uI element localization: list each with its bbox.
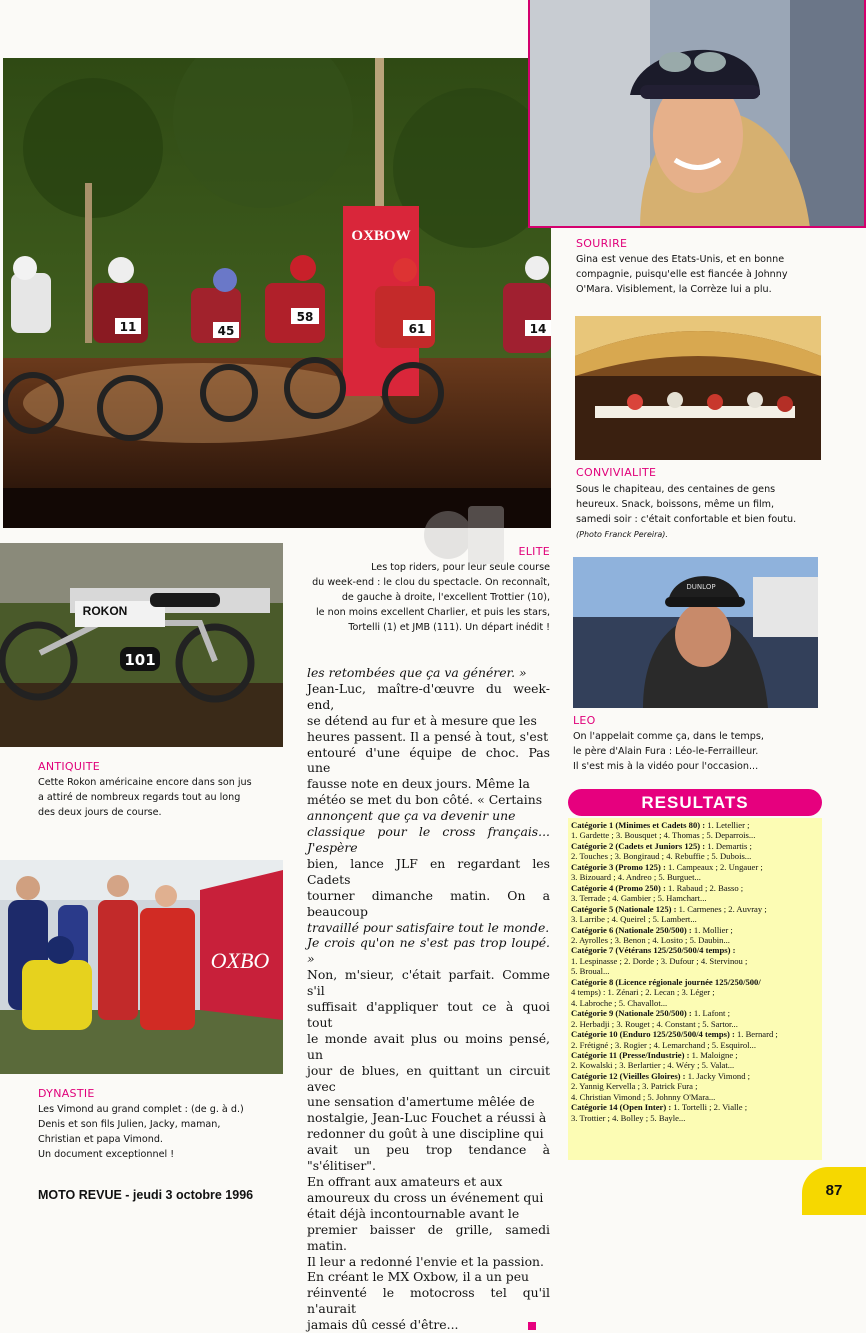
category-results: 2. Kowalski ; 3. Berlartier ; 4. Wéry ; 5. Valat... (571, 1060, 735, 1071)
leo-scene (573, 557, 818, 708)
body-line: nostalgie, Jean-Luc Fouchet a réussi à (307, 1110, 547, 1126)
caption-title-sourire: SOURIRE (576, 237, 628, 250)
category-results: 3. Trottier ; 4. Bolley ; 5. Bayle... (571, 1112, 686, 1123)
result-category (571, 1102, 819, 1123)
caption-line: Tortelli (1) et JMB (111). Un départ inédit ! (348, 622, 550, 633)
category-results: 1. Gardette ; 3. Bousquet ; 4. Thomas ; 5. Deparrois... (571, 830, 756, 841)
category-results: 1. Letellier ; (705, 820, 750, 830)
caption-line: Il s'est mis à la vidéo pour l'occasion... (573, 761, 759, 772)
caption-line: le père d'Alain Fura : Léo-le-Ferrailleur. (573, 746, 759, 757)
family-scene (0, 860, 283, 1074)
rokon-number-text: 101 (124, 651, 156, 669)
caption-line: heureux. Snack, boissons, même un film, (576, 499, 775, 510)
caption-line: le non moins excellent Charlier, et puis les stars, (316, 607, 550, 618)
caption-line: Gina est venue des Etats-Unis, et en bonne (576, 254, 785, 265)
body-line: suffisait d'appliquer tout ce à quoi tout (307, 999, 550, 1030)
photo-rokon-bike (0, 543, 283, 747)
body-line: avait un peu trop tendance à "s'élitiser". (307, 1142, 550, 1174)
bike-number: 11 (119, 320, 137, 334)
category-results: 3. Larribe ; 4. Queirel ; 5. Lambert... (571, 914, 697, 925)
category-name: Catégorie 11 (Presse/Industrie) : (571, 1049, 690, 1060)
result-category (571, 841, 819, 862)
category-results: 2. Ayrolles ; 3. Benon ; 4. Losito ; 5. Daubin... (571, 934, 730, 945)
caption-dynastie (38, 1102, 288, 1162)
caption-line: compagnie, puisqu'elle est fiancée à Johnny (576, 269, 788, 280)
photo-leo (573, 557, 818, 708)
body-line: se détend au fur et à mesure que les (307, 712, 537, 728)
category-name: Catégorie 6 (Nationale 250/500) : (571, 924, 692, 935)
body-line: fausse note en deux jours. Même la (307, 776, 530, 792)
category-results: 1. Maloigne ; (689, 1049, 738, 1060)
result-category (571, 1029, 819, 1050)
category-results: 1. Lespinasse ; 2. Dorde ; 3. Dufour ; 4. Stervinou ; (571, 955, 748, 966)
category-name: Catégorie 4 (Promo 250) : (571, 882, 666, 893)
category-results: 1. Mollier ; (691, 924, 733, 935)
article-body (307, 665, 550, 1333)
category-results: 2. Touches ; 3. Bongiraud ; 4. Rebuffie ; 5. Dubois... (571, 851, 752, 862)
motocross-scene (3, 58, 551, 528)
category-results: 2. Frétigné ; 3. Rogier ; 4. Lemarchand ; 5. Esquirol... (571, 1039, 756, 1050)
caption-line: de gauche à droite, l'excellent Trottier (10), (341, 592, 550, 603)
body-line: Non, m'sieur, c'était parfait. Comme s'il (307, 967, 550, 999)
result-category (571, 1008, 819, 1029)
category-results: 1. Rabaud ; 2. Basso ; (665, 882, 744, 893)
bike-number: 58 (296, 310, 314, 324)
category-name: Catégorie 12 (Vieilles Gloires) : (571, 1070, 686, 1081)
caption-line: Cette Rokon américaine encore dans son jus (38, 777, 252, 788)
body-line: le monde avait plus ou moins pensé, un (307, 1030, 550, 1062)
caption-leo (573, 729, 853, 774)
portrait-scene (530, 0, 866, 228)
caption-elite (290, 560, 550, 635)
publication-footer: MOTO REVUE - jeudi 3 octobre 1996 (38, 1188, 254, 1202)
result-category (571, 904, 819, 925)
body-line: bien, lance JLF en regardant les Cadets (307, 855, 550, 887)
body-line: heures passent. Il a pensé à tout, s'est (307, 728, 549, 744)
body-line: entouré d'une équipe de choc. Pas une (307, 744, 550, 776)
caption-line: Les Vimond au grand complet : (de g. à d.) (38, 1104, 244, 1115)
caption-title-convivialite: CONVIVIALITE (576, 466, 657, 479)
bike-number: 61 (408, 322, 426, 336)
category-results: 3. Terrade ; 4. Gambier ; 5. Hamchart... (571, 893, 707, 904)
caption-sourire (576, 252, 856, 297)
result-category (571, 883, 819, 904)
category-name: Catégorie 14 (Open Inter) : (571, 1102, 672, 1113)
cap-label-text: DUNLOP (686, 583, 716, 591)
caption-title-antiquite: ANTIQUITE (38, 760, 101, 773)
body-line: redonner du goût à une discipline qui (307, 1126, 544, 1142)
body-line: était déjà incontournable avant le (307, 1205, 520, 1221)
category-results: 4. Labroche ; 5. Chavallot... (571, 997, 668, 1008)
bike-number: 14 (529, 322, 547, 336)
category-name: Catégorie 1 (Minimes et Cadets 80) : (571, 820, 706, 830)
caption-line: a attiré de nombreux regards tout au long (38, 792, 241, 803)
category-results: 4 temps) : 1. Zénari ; 2. Lecan ; 3. Léger ; (571, 987, 715, 998)
body-line: les retombées que ça va générer. » (307, 665, 527, 680)
category-results: 1. Campeaux ; 2. Ungauer ; (665, 861, 763, 872)
oxbow-banner-text: OXBOW (351, 228, 411, 244)
body-line: Jean-Luc, maître-d'œuvre du week-end, (307, 680, 550, 712)
category-name: Catégorie 2 (Cadets et Juniors 125) : (571, 840, 706, 851)
caption-line: des deux jours de course. (38, 807, 162, 818)
caption-line: O'Mara. Visiblement, la Corrèze lui a plu. (576, 284, 772, 295)
category-results: 3. Bizouard ; 4. Andreo ; 5. Burguet... (571, 872, 701, 883)
result-category (571, 925, 819, 946)
caption-line: Les top riders, pour leur seule course (371, 562, 550, 573)
category-results: 1. Demartis ; (705, 840, 752, 851)
body-line: premier baisser de grille, samedi matin. (307, 1221, 550, 1253)
body-line: En offrant aux amateurs et aux (307, 1174, 503, 1189)
caption-line: Un document exceptionnel ! (38, 1149, 175, 1160)
rokon-scene (0, 543, 283, 747)
body-line: amoureux du cross un événement qui (307, 1189, 544, 1205)
category-results: 1. Carmenes ; 2. Auvray ; (676, 903, 767, 914)
category-name: Catégorie 10 (Enduro 125/250/500/4 temps) : (571, 1029, 735, 1040)
end-mark-icon (528, 1322, 536, 1330)
body-line: travaillé pour satisfaire tout le monde. (307, 919, 550, 935)
category-results: 4. Christian Vimond ; 5. Johnny O'Mara... (571, 1091, 716, 1102)
body-line: réinventé le motocross tel qu'il n'aurait (307, 1285, 550, 1317)
category-results: 1. Jacky Vimond ; (685, 1070, 751, 1081)
rokon-label-text: ROKON (82, 604, 128, 618)
caption-title-dynastie: DYNASTIE (38, 1087, 95, 1100)
body-line: Il leur a redonné l'envie et la passion. (307, 1253, 544, 1269)
body-line: En créant le MX Oxbow, il a un peu (307, 1269, 530, 1285)
caption-line: Denis et son fils Julien, Jacky, maman, (38, 1119, 221, 1130)
category-results: 5. Broual... (571, 966, 610, 977)
caption-line: samedi soir : c'était confortable et bien foutu. (576, 514, 797, 525)
category-results: 1. Bernard ; (734, 1029, 778, 1040)
body-line: jour de blues, en quittant un circuit avec (307, 1062, 550, 1094)
caption-line: Christian et papa Vimond. (38, 1134, 163, 1145)
caption-convivialite (576, 482, 861, 542)
photo-tent-crowd (575, 316, 821, 460)
photo-vimond-family (0, 860, 283, 1074)
results-list (568, 818, 822, 1160)
result-category (571, 820, 819, 841)
result-category (571, 1050, 819, 1071)
caption-line: On l'appelait comme ça, dans le temps, (573, 731, 764, 742)
category-name: Catégorie 9 (Nationale 250/500) : (571, 1008, 692, 1019)
category-results: 1. Lafont ; (691, 1008, 730, 1019)
caption-title-leo: LEO (573, 714, 596, 727)
result-category (571, 977, 819, 1008)
caption-line: du week-end : le clou du spectacle. On reconnaît, (312, 577, 550, 588)
body-line: tourner dimanche matin. On a beaucoup (307, 887, 550, 919)
caption-line: Sous le chapiteau, des centaines de gens (576, 484, 776, 495)
category-results: 2. Herbadji ; 3. Rouget ; 4. Constant ; 5. Sartor... (571, 1018, 738, 1029)
result-category (571, 945, 819, 976)
category-results: 2. Yannig Kervella ; 3. Patrick Fura ; (571, 1081, 698, 1092)
category-name: Catégorie 5 (Nationale 125) : (571, 903, 677, 914)
body-line: jamais dû cessé d'être... (307, 1317, 459, 1333)
caption-credit: (Photo Franck Pereira). (576, 530, 668, 539)
result-category (571, 862, 819, 883)
photo-motocross-start (3, 58, 551, 528)
category-name: Catégorie 8 (Licence régionale journée 125/250/500/ (571, 976, 761, 987)
tent-scene (575, 316, 821, 460)
body-line: météo se met du bon côté. « Certains (307, 792, 543, 808)
category-name: Catégorie 7 (Vétérans 125/250/500/4 temps) : (571, 945, 736, 956)
oxbow-tent-text: OXBO (210, 948, 270, 973)
category-name: Catégorie 3 (Promo 125) : (571, 861, 666, 872)
results-title: RESULTATS (568, 789, 822, 816)
body-line: Je crois qu'on ne s'est pas trop loupé. » (307, 935, 550, 967)
bike-number: 45 (217, 324, 235, 338)
photo-gina-portrait (528, 0, 866, 228)
body-line: une sensation d'amertume mêlée de (307, 1094, 535, 1110)
body-line: annonçent que ça va devenir une (307, 808, 516, 824)
category-results: 1. Tortelli ; 2. Vialle ; (671, 1102, 748, 1113)
caption-title-elite: ELITE (518, 545, 550, 558)
body-line: classique pour le cross français... J'espère (307, 824, 550, 855)
body-line-last (307, 1317, 550, 1333)
caption-antiquite (38, 775, 288, 820)
page-number: 87 (802, 1167, 866, 1215)
result-category (571, 1071, 819, 1102)
